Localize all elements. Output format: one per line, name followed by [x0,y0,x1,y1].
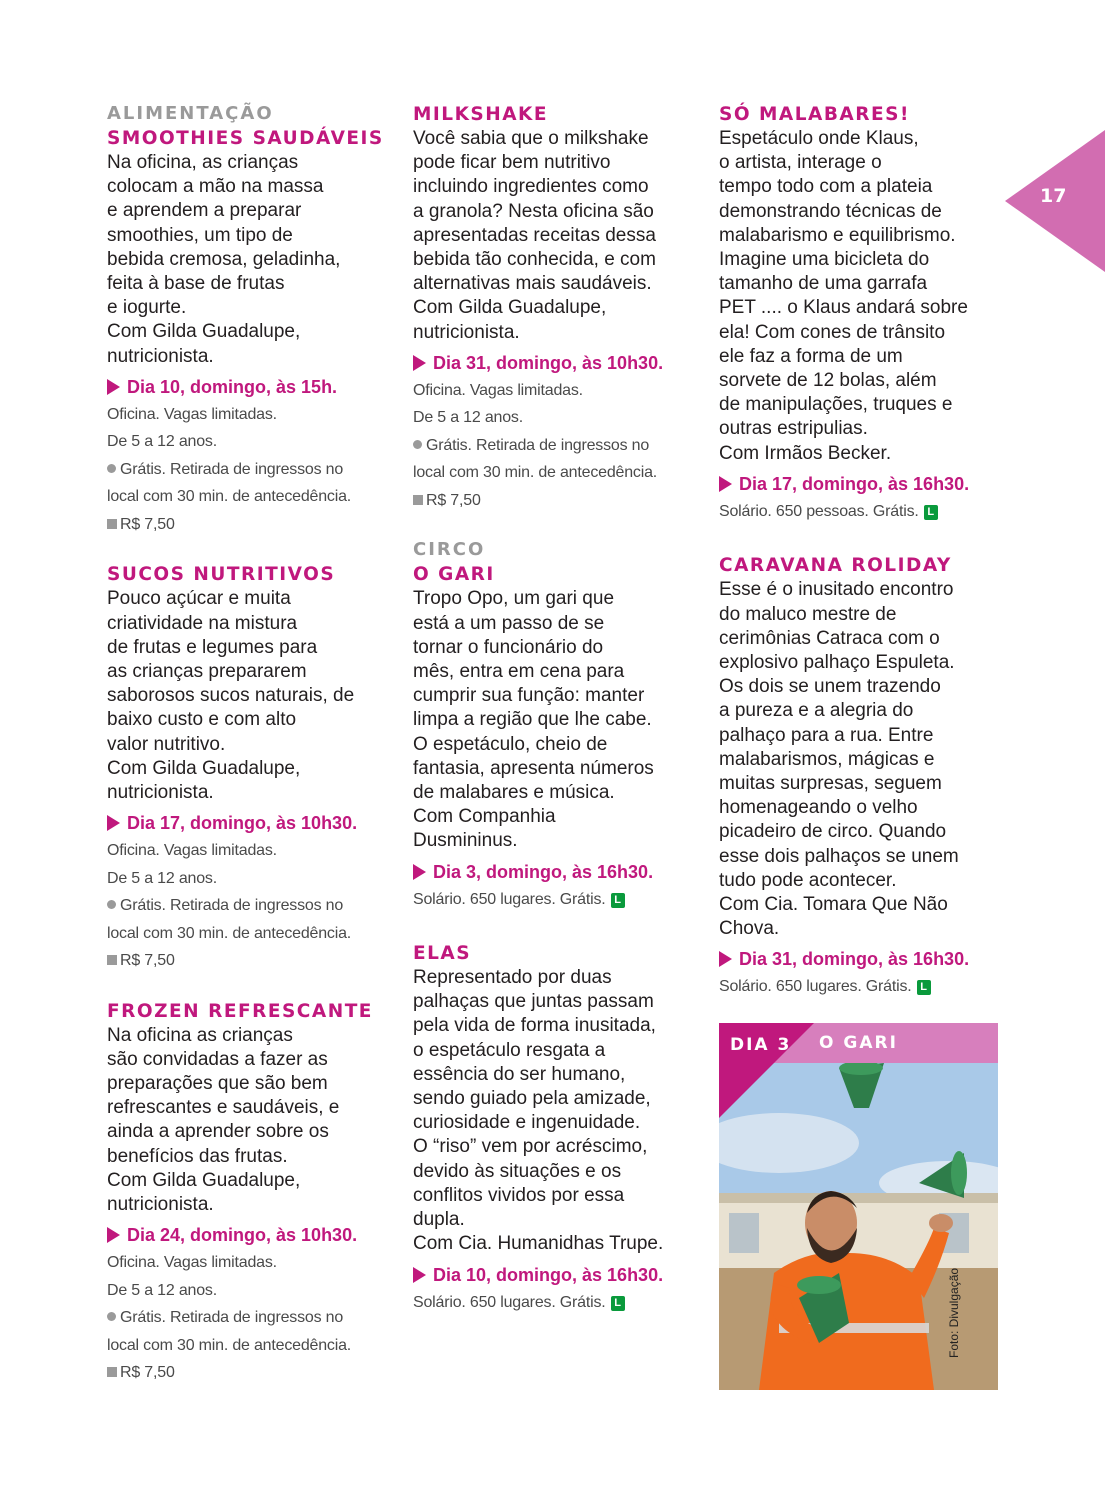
event-date [719,945,1004,973]
price-square-icon [107,1367,117,1377]
event-title: SMOOTHIES SAUDÁVEIS [107,128,384,149]
column-1 [107,102,392,1387]
photo-credit: Foto: Divulgação [947,1267,961,1358]
event-title: MILKSHAKE [413,104,549,125]
event-free-line [107,1304,392,1332]
event-photo [719,1023,998,1390]
play-arrow-icon [413,355,426,371]
play-arrow-icon [719,476,732,492]
event-description: Você sabia que o milkshake pode ficar bem nutritivo incluindo ingredientes como a granola? Nesta oficina são apresentadas receitas dessa bebida tão conhecida, e com alternativas mais saudáveis. Com Gilda Guadalupe, nutricionista. [413,128,656,343]
event-date-text: Dia 17, domingo, às 10h30. [127,813,358,834]
event-o-gari [413,538,698,913]
event-date [413,1261,698,1289]
event-description: Tropo Opo, um gari que está a um passo de se tornar o funcionário do mês, entra em cena para cumprir sua função: manter limpa a região que lhe cabe. O espetáculo, cheio de fantasia, apresenta números de malabares e música. Com Companhia Dusmininus. [413,588,654,852]
event-price [413,487,698,515]
event-age: De 5 a 12 anos. [107,433,217,451]
event-date-text: Dia 10, domingo, às 16h30. [433,1264,664,1285]
play-arrow-icon [107,815,120,831]
bullet-dot-icon [107,464,116,473]
event-description: Na oficina, as crianças colocam a mão na massa e aprendem a preparar smoothies, um tipo de bebida cremosa, geladinha, feita à base de frutas e iogurte. Com Gilda Guadalupe, nutricionista. [107,152,341,367]
price-square-icon [107,519,117,529]
event-smoothies [107,102,392,538]
rating-badge: L [611,1296,625,1311]
event-info: Oficina. Vagas limitadas. [107,1254,277,1272]
column-3 [719,102,1004,1001]
event-title: O GARI [413,564,495,586]
event-date [107,809,392,837]
event-info: Oficina. Vagas limitadas. [107,842,277,860]
event-free-line-2: local com 30 min. de antecedência. [107,924,352,942]
price-square-icon [107,955,117,965]
event-free-line [107,892,392,920]
event-venue [719,498,1004,526]
page-number: 17 [1040,185,1067,207]
event-date [413,349,698,377]
play-arrow-icon [413,1267,426,1283]
play-arrow-icon [413,864,426,880]
event-title: ELAS [413,943,472,965]
rating-badge: L [924,505,938,520]
event-description: Espetáculo onde Klaus, o artista, interage o tempo todo com a plateia demonstrando técnicas de malabarismo e equilibrismo. Imagine uma bicicleta do tamanho de uma garrafa PET .... o Klaus andará sobre ela! Com cones de trânsito ele faz a forma de um sorvete de 12 bolas, além de manipulações, truques e outras estripulias. Com Irmãos Becker. [719,128,968,464]
event-venue [719,973,1004,1001]
event-free-line [413,432,698,460]
event-milkshake [413,102,698,514]
price-text: R$ 7,50 [426,491,481,509]
price-text: R$ 7,50 [120,952,175,970]
free-text: Grátis. Retirada de ingressos no [120,460,344,478]
category-label: CIRCO [413,539,486,561]
play-arrow-icon [107,1227,120,1243]
event-date [413,858,698,886]
event-caravana-roliday [719,553,1004,1001]
event-title: CARAVANA ROLIDAY [719,555,952,577]
event-date-text: Dia 17, domingo, às 16h30. [739,473,970,494]
event-age: De 5 a 12 anos. [107,869,217,887]
event-date [719,470,1004,498]
event-free-line [107,456,392,484]
event-free-line-2: local com 30 min. de antecedência. [107,488,352,506]
rating-badge: L [917,980,931,995]
event-sucos [107,562,392,974]
event-title: SUCOS NUTRITIVOS [107,564,336,586]
event-date-text: Dia 24, domingo, às 10h30. [127,1225,358,1246]
bullet-dot-icon [413,440,422,449]
bullet-dot-icon [107,900,116,909]
venue-text: Solário. 650 lugares. Grátis. [413,1293,606,1311]
category-label: ALIMENTAÇÃO [107,103,274,124]
event-date-text: Dia 10, domingo, às 15h. [127,376,338,397]
photo-show-label: O GARI [819,1033,898,1053]
event-age: De 5 a 12 anos. [107,1281,217,1299]
event-free-line-2: local com 30 min. de antecedência. [107,1336,352,1354]
event-info: Oficina. Vagas limitadas. [413,381,583,399]
event-date-text: Dia 31, domingo, às 16h30. [739,949,970,970]
event-description: Pouco açúcar e muita criatividade na mistura de frutas e legumes para as crianças prepararem saborosos sucos naturais, de baixo custo e com alto valor nutritivo. Com Gilda Guadalupe, nutricionista. [107,588,355,803]
event-date-text: Dia 31, domingo, às 10h30. [433,352,664,373]
photo-day-label: DIA 3 [730,1035,792,1055]
event-description: Esse é o inusitado encontro do maluco mestre de cerimônias Catraca com o explosivo palhaço Espuleta. Os dois se unem trazendo a pureza e a alegria do palhaço para a rua. Entre malabarismos, mágicas e muitas surpresas, seguem homenageando o velho picadeiro de circo. Quando esse dois palhaços se unem tudo pode acontecer. Com Cia. Tomara Que Não Chova. [719,579,959,940]
free-text: Grátis. Retirada de ingressos no [120,897,344,915]
venue-text: Solário. 650 lugares. Grátis. [719,978,912,996]
rating-badge: L [611,893,625,908]
free-text: Grátis. Retirada de ingressos no [426,436,650,454]
event-description: Representado por duas palhaças que juntas passam pela vida de forma inusitada, o espetáculo resgata a essência do ser humano, sendo guiado pela amizade, curiosidade e ingenuidade. O “riso” vem por acréscimo, devido às situações e os conflitos vividos por essa dupla. Com Cia. Humanidhas Trupe. [413,967,664,1255]
event-venue [413,1289,698,1317]
price-square-icon [413,495,423,505]
event-description: Na oficina as crianças são convidadas a fazer as preparações que são bem refrescantes e saudáveis, e ainda a aprender sobre os benefícios das frutas. Com Gilda Guadalupe, nutricionista. [107,1024,340,1216]
price-text: R$ 7,50 [120,515,175,533]
event-price [107,1359,392,1387]
event-elas [413,941,698,1316]
play-arrow-icon [719,951,732,967]
play-arrow-icon [107,379,120,395]
event-age: De 5 a 12 anos. [413,409,523,427]
event-date [107,373,392,401]
bullet-dot-icon [107,1312,116,1321]
venue-text: Solário. 650 lugares. Grátis. [413,890,606,908]
event-venue [413,886,698,914]
price-text: R$ 7,50 [120,1364,175,1382]
event-date [107,1221,392,1249]
event-price [107,947,392,975]
free-text: Grátis. Retirada de ingressos no [120,1309,344,1327]
event-free-line-2: local com 30 min. de antecedência. [413,464,658,482]
event-frozen [107,999,392,1387]
event-so-malabares [719,102,1004,525]
event-title: SÓ MALABARES! [719,104,910,125]
event-price [107,511,392,539]
event-date-text: Dia 3, domingo, às 16h30. [433,861,654,882]
venue-text: Solário. 650 pessoas. Grátis. [719,502,919,520]
column-2 [413,102,698,1316]
event-info: Oficina. Vagas limitadas. [107,405,277,423]
event-title: FROZEN REFRESCANTE [107,1000,373,1022]
